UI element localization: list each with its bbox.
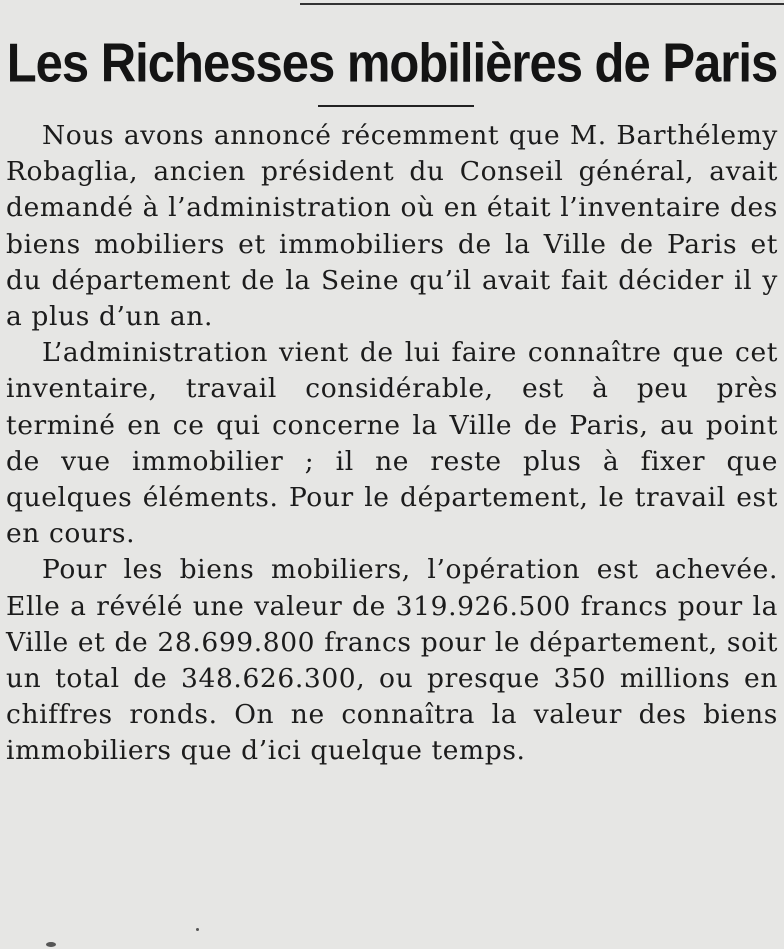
bottom-cut-edge (0, 940, 784, 949)
article-headline: Les Richesses mobilières de Paris (6, 33, 778, 94)
ink-speck (46, 942, 56, 947)
paragraph-3: Pour les biens mobiliers, l’opération est achevée. Elle a révélé une valeur de 319.926.500 francs pour la Ville et de 28.699.800 francs pour le département, soit un total de 348.626.300, ou presque 350 millions en chiffres ronds. On ne connaîtra la valeur des biens immobiliers que d’ici quelque temps. (6, 554, 778, 767)
paragraph-1: Nous avons annoncé récemment que M. Barthélemy Robaglia, ancien président du Conseil général, avait demandé à l’administration où en était l’inventaire des biens mobiliers et immobiliers de la Ville de Paris et du département de la Seine qu’il avait fait décider il y a plus d’un an. (6, 120, 778, 333)
headline-rule (318, 105, 474, 107)
top-rule (300, 3, 784, 5)
paragraph-2: L’administration vient de lui faire connaître que cet inventaire, travail considérable, est à peu près terminé en ce qui concerne la Ville de Paris, au point de vue immobilier ; il ne reste plus à fixer que quelques éléments. Pour le département, le travail est en cours. (6, 337, 778, 550)
top-cut-edge (0, 0, 784, 12)
ink-speck (196, 928, 199, 931)
article-body (6, 118, 778, 770)
